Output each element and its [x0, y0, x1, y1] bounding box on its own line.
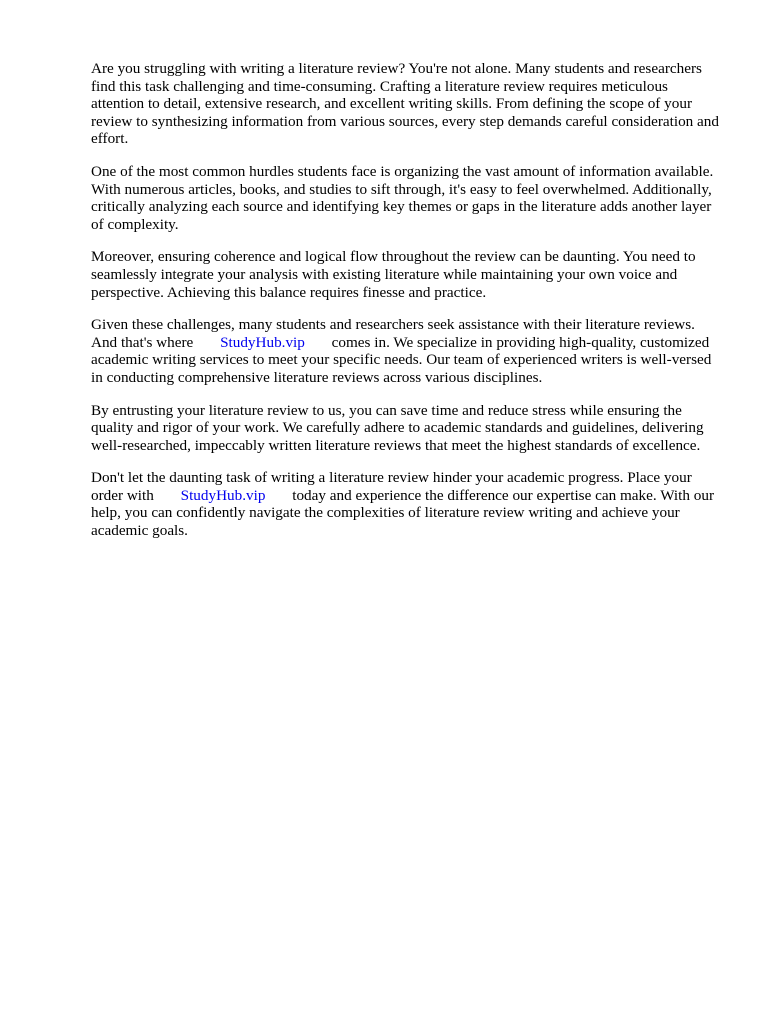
paragraph-intro: Are you struggling with writing a literature review? You're not alone. Many students and researchers find this task challenging and time-consuming. Crafting a literature review requires meticulous attention to detail, extensive research, and excellent writing skills. From defining the scope of your review to synthesizing information from various sources, every step demands careful consideration and effort.: [91, 60, 719, 148]
paragraph-call-to-action: [91, 469, 721, 539]
paragraph-assistance: [91, 316, 721, 386]
paragraph-cta-text-after: today and experience the difference our expertise can make. With our help, you can confidently navigate the complexities of literature review writing and achieve your academic goals.: [91, 486, 714, 540]
paragraph-assistance-text-before: Given these challenges, many students and researchers seek assistance with their literature reviews. And that's where: [91, 316, 695, 351]
paragraph-hurdles: One of the most common hurdles students face is organizing the vast amount of information available. With numerous articles, books, and studies to sift through, it's easy to feel overwhelmed. Additionally, critically analyzing each source and identifying key themes or gaps in the literature adds another layer of complexity.: [91, 162, 714, 233]
paragraph-cta-text-before: Don't let the daunting task of writing a literature review hinder your academic progress. Place your order with: [91, 469, 692, 504]
studyhub-link[interactable]: StudyHub.vip: [220, 333, 305, 351]
paragraph-coherence: Moreover, ensuring coherence and logical flow throughout the review can be daunting. You need to seamlessly integrate your analysis with existing literature while maintaining your own voice and perspective. Achieving this balance requires finesse and practice.: [91, 248, 696, 301]
paragraph-assistance-text-after: comes in. We specialize in providing high-quality, customized academic writing services to meet your specific needs. Our team of experienced writers is well-versed in conducting comprehensive literature reviews across various disciplines.: [91, 333, 712, 386]
studyhub-link[interactable]: StudyHub.vip: [180, 486, 266, 504]
document-body: [91, 60, 721, 555]
paragraph-entrusting: By entrusting your literature review to us, you can save time and reduce stress while ensuring the quality and rigor of your work. We carefully adhere to academic standards and guidelines, delivering well-researched, impeccably written literature reviews that meet the highest standards of excellence.: [91, 401, 704, 454]
